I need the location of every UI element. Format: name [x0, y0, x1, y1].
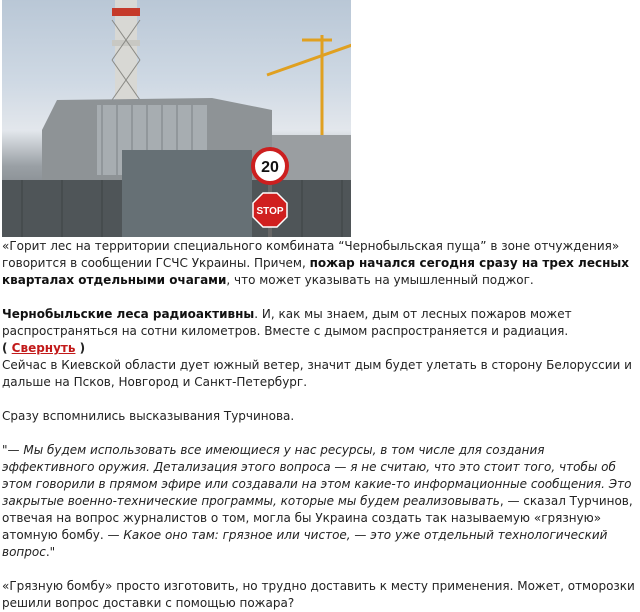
crane	[267, 35, 351, 150]
stop-sign-text: STOP	[256, 206, 284, 217]
collapse-link[interactable]: Свернуть	[11, 341, 76, 355]
chernobyl-photo	[2, 0, 351, 237]
article-body	[2, 238, 636, 612]
quote-turchinov: "— Мы будем использовать все имеющиеся у нас ресурсы, в том числе для создания эффективного оружия. Детализация этого вопроса — я не считаю, что это стоит того, чтобы об этом говорили в прямом эфире или создавали на этом какие-то информационные сообщения. Это закрытые военно-технические программы, которые мы будем реализовывать, — сказал Турчинов, отвечая на вопрос журналистов о том, могла бы Украина создать так называемую «грязную» атомную бомбу. — Какое оно там: грязное или чистое, — это уже отдельный технологический вопрос."	[2, 443, 633, 559]
sarcophagus-image	[2, 0, 351, 237]
paragraph-fire: «Горит лес на территории специального комбината “Чернобыльская пуща” в зоне отчуждения» говорится в сообщении ГСЧС Украины. Причем, пожар начался сегодня сразу на трех лесных кварталах отдельными очагами, что может указывать на умышленный поджог.	[2, 239, 629, 287]
paragraph-turchinov: Сразу вспомнились высказывания Турчинова.	[2, 409, 295, 423]
paragraph-wind: Сейчас в Киевской области дует южный ветер, значит дым будет улетать в сторону Белоруссии и дальше на Псков, Новгород и Санкт-Петербург.	[2, 358, 632, 389]
speed-limit-text: 20	[261, 159, 279, 176]
paragraph-radiation: Чернобыльские леса радиоактивны. И, как мы знаем, дым от лесных пожаров может распространяться на сотни километров. Вместе с дымом распространяется и радиация.	[2, 307, 572, 338]
paragraph-dirty-bomb: «Грязную бомбу» просто изготовить, но трудно доставить к месту применения. Может, отморозки решили вопрос доставки с помощью пожара?	[2, 579, 635, 610]
collapse-toggle: ( Свернуть )	[2, 341, 86, 355]
